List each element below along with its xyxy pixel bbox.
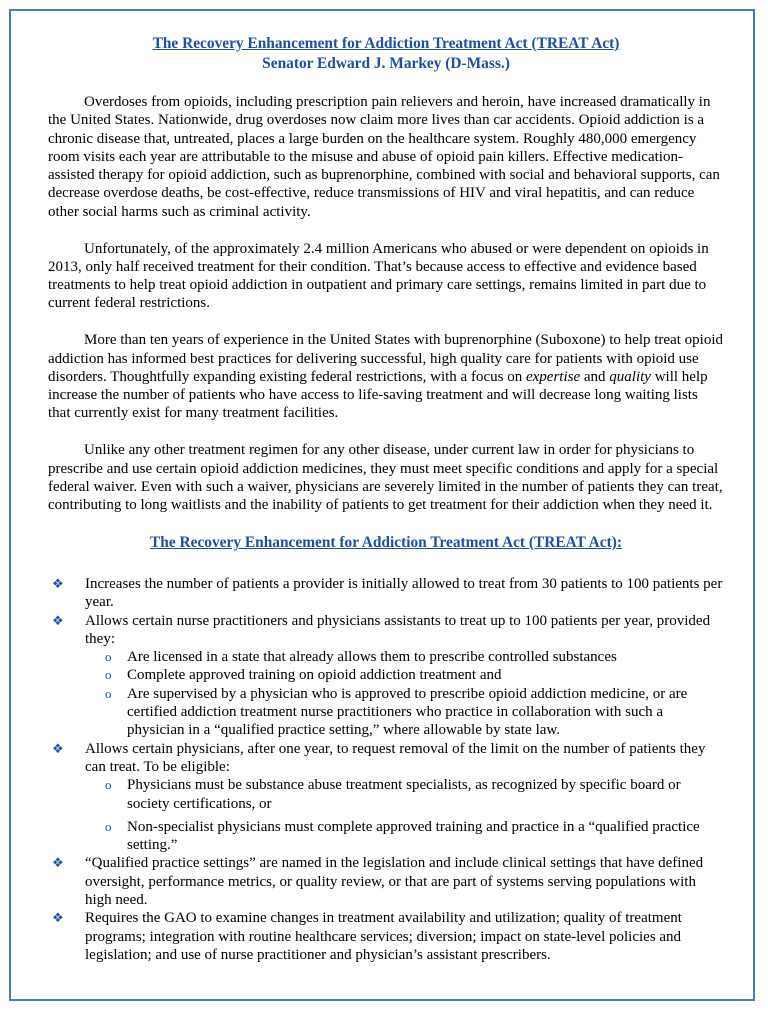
- sub-list-item: [85, 685, 724, 740]
- paragraph-4: Unlike any other treatment regimen for any other disease, under current law in order for physicians to prescribe and use certain opioid addiction medicines, they must meet specific conditions and apply for a special federal waiver. Even with such a waiver, physicians are severely limited in the number of patients they can treat, contributing to long waitlists and the inability of patients to get treatment for their addiction when they need it.: [48, 442, 723, 514]
- section-heading-text: The Recovery Enhancement for Addiction Treatment Act (TREAT Act): [150, 533, 617, 551]
- title-line-1: The Recovery Enhancement for Addiction Treatment Act (TREAT Act): [152, 35, 620, 52]
- paragraph-3-text-a: More than ten years of experience in the United States with buprenorphine (Suboxone) to help treat opioid addiction has informed best practices for delivering successful, high quality care for patients with opioid use disorders. Thoughtfully expanding existing federal restrictions, with a focus on: [48, 332, 723, 385]
- circle-bullet-icon: o: [105, 667, 112, 683]
- list-item-text: Requires the GAO to examine changes in treatment availability and utilization; quality of treatment programs; integration with routine healthcare services; diversion; impact on state-level policies and legislation; and use of nurse practitioner and physician’s assistant prescribers.: [85, 910, 682, 963]
- emphasis-expertise: expertise: [525, 368, 581, 385]
- sub-list-item-text: Are supervised by a physician who is approved to prescribe opioid addiction medicine, or are certified addiction treatment nurse practitioners who practice in collaboration with such a physician in a “qualified practice setting,” where allowable by state law.: [127, 685, 688, 739]
- sub-list-item: [85, 776, 724, 813]
- diamond-bullet-icon: ❖: [52, 910, 64, 926]
- list-item: [48, 854, 724, 909]
- provisions-list: [48, 575, 724, 964]
- circle-bullet-icon: o: [105, 777, 112, 793]
- sub-list: [85, 648, 724, 739]
- sub-list-item-text: Non-specialist physicians must complete approved training and practice in a “qualified practice setting.”: [127, 818, 700, 854]
- document-title: [48, 34, 724, 74]
- list-item: [48, 740, 724, 855]
- paragraph-3: [48, 331, 724, 422]
- sub-list-item: [85, 648, 724, 666]
- document-body: [48, 34, 724, 964]
- diamond-bullet-icon: ❖: [52, 855, 64, 871]
- paragraph-2: Unfortunately, of the approximately 2.4 million Americans who abused or were dependent on opioids in 2013, only half received treatment for their condition. That’s because access to effective and evidence based treatments to help treat opioid addiction in outpatient and primary care settings, remains limited in part due to current federal restrictions.: [48, 240, 709, 312]
- list-item-text: Allows certain physicians, after one year, to request removal of the limit on the number of patients they can treat. To be eligible:: [85, 740, 706, 775]
- list-item: [48, 612, 724, 740]
- diamond-bullet-icon: ❖: [52, 575, 64, 591]
- list-item-text: “Qualified practice settings” are named in the legislation and include clinical settings that have defined oversight, performance metrics, or quality review, or that are part of systems serving populations with high need.: [85, 855, 704, 908]
- circle-bullet-icon: o: [105, 685, 112, 701]
- list-item-text: Increases the number of patients a provider is initially allowed to treat from 30 patients to 100 patients per year.: [85, 575, 723, 611]
- sub-list: [85, 776, 724, 854]
- circle-bullet-icon: o: [105, 649, 112, 665]
- section-heading: [48, 533, 724, 553]
- sub-list-item: [85, 666, 724, 684]
- list-item: [48, 909, 724, 964]
- diamond-bullet-icon: ❖: [52, 612, 64, 628]
- list-item: [48, 575, 724, 612]
- sub-list-item-text: Are licensed in a state that already allows them to prescribe controlled substances: [127, 649, 617, 666]
- paragraph-3-text-c: will help increase the number of patients who have access to life-saving treatment and will decrease long waiting lists that currently exist for many treatment facilities.: [48, 368, 708, 422]
- sub-list-item-text: Physicians must be substance abuse treatment specialists, as recognized by specific board or society certifications, or: [127, 777, 681, 812]
- sub-list-item: [85, 818, 724, 855]
- paragraph-3-text-b: and: [580, 368, 610, 385]
- list-item-text: Allows certain nurse practitioners and physicians assistants to treat up to 100 patients per year, provided they:: [85, 612, 711, 647]
- section-heading-colon: :: [616, 533, 622, 551]
- title-line-2: Senator Edward J. Markey (D-Mass.): [262, 55, 510, 72]
- diamond-bullet-icon: ❖: [52, 740, 64, 756]
- sub-list-item-text: Complete approved training on opioid addiction treatment and: [127, 667, 502, 684]
- paragraph-1: Overdoses from opioids, including prescription pain relievers and heroin, have increased dramatically in the United States. Nationwide, drug overdoses now claim more lives than car accidents. Opioid addiction is a chronic disease that, untreated, places a large burden on the healthcare system. Roughly 480,000 emergency room visits each year are attributable to the misuse and abuse of opioid pain killers. Effective medication-assisted therapy for opioid addiction, such as buprenorphine, combined with social and behavioral supports, can decrease overdose deaths, be cost-effective, reduce transmissions of HIV and viral hepatitis, and can reduce other social harms such as criminal activity.: [48, 94, 720, 220]
- circle-bullet-icon: o: [105, 818, 112, 834]
- emphasis-quality: quality: [609, 368, 651, 385]
